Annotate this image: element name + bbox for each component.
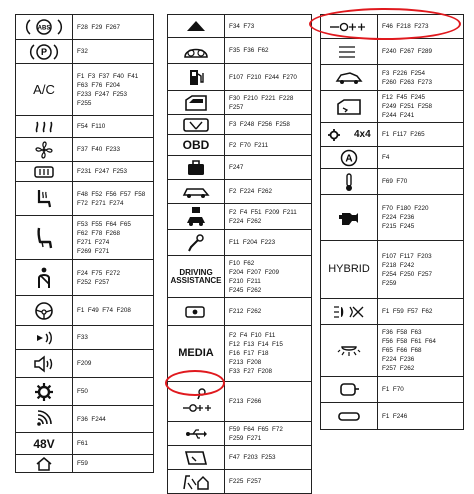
luggage-icon [168,156,225,179]
fuse-codes: F50 [77,388,88,395]
fuse-row [16,116,153,138]
media-text-icon [168,326,225,381]
fuse-row [168,64,311,91]
fuse-row [168,230,311,256]
fuse-row [16,182,153,216]
fuse-codes: F54 F110 [77,123,106,130]
fuse-row [168,156,311,180]
fuse-codes: F48 F52 F56 F57 F58 F72 F271 F274 [77,190,146,207]
svg-text:P: P [40,46,48,57]
icon-label: A/C [33,82,55,97]
fuse-row [16,138,153,162]
speaker-icon [16,350,73,377]
fuse-row [16,455,153,472]
fuse-row [168,298,311,326]
charging-cable-icon [168,382,225,421]
fuse-codes: F1 F246 [382,412,408,420]
trailer-hitch-icon [168,230,225,255]
hybrid-text-icon [321,241,378,298]
icon-label: OBD [182,138,210,152]
parking-brake-icon [16,40,73,63]
fuse-codes: F231 F247 F253 [77,168,128,175]
fuse-codes: F3 F226 F254 F260 F263 F273 [382,69,433,86]
fuse-row [168,38,311,64]
auto-hold-icon [321,147,378,168]
fuse-row [168,91,311,115]
fuse-codes: F240 F267 F289 [382,48,433,55]
fuse-row [16,64,153,116]
steering-column-icon [168,15,225,37]
power-window-icon [168,91,225,114]
fuse-codes: F53 F55 F64 F65 F62 F78 F268 F271 F274 F269 F271 [77,220,131,255]
fuse-row [321,39,463,65]
charging-port-icon [168,298,225,325]
fuse-row [168,470,311,493]
fuse-row [16,260,153,296]
fuse-row [168,180,311,204]
fuse-row [16,40,153,64]
usb-icon [168,422,225,445]
fuse-column-3 [320,14,464,430]
rear-window-heater-icon [16,162,73,181]
fuse-row [321,91,463,123]
sunroof-icon [321,403,378,429]
fuse-codes: F2 F4 F51 F209 F211 F224 F262 [229,208,297,225]
icon-label: DRIVING ASSISTANCE [170,267,222,285]
48v-text-icon [16,433,73,454]
fuse-codes: F33 [77,334,88,341]
icon-label: MEDIA [178,347,214,359]
camera-car-icon [168,204,225,229]
fuse-codes: F59 [77,460,88,467]
fuse-row [321,299,463,325]
fuse-row [16,433,153,455]
fuse-row [16,350,153,378]
fuse-row [16,216,153,260]
fuse-row [321,325,463,377]
fuse-row [321,403,463,429]
fuse-row [321,377,463,403]
instrument-cluster-icon [168,38,225,63]
fuse-codes: F46 F218 F273 [382,23,429,30]
side-mirror-icon [321,377,378,402]
car-sensor-icon [168,180,225,203]
fuse-row [16,326,153,350]
fuse-codes: F213 F266 [229,398,262,405]
seatbelt-icon [16,260,73,295]
fuse-codes: F1 F117 F265 [382,131,425,138]
fuse-row [321,65,463,91]
fuse-row [321,195,463,241]
fuse-codes: F4 [382,154,390,161]
fuse-row [168,382,311,422]
abs-warning-icon [16,15,73,39]
svg-text:A: A [345,153,353,164]
fuse-codes: F61 [77,440,88,447]
fuse-codes: F36 F244 [77,415,106,423]
fuse-codes: F1 F59 F57 F62 [382,308,433,315]
fuse-codes: F1 F49 F74 F208 [77,307,131,314]
fuse-column-2 [167,14,312,494]
fuse-row [168,422,311,446]
icon-label: 48V [33,436,55,451]
gear-settings-icon [16,378,73,405]
fuse-codes: F35 F36 F62 [229,47,269,54]
fuse-codes: F28 F29 F267 [77,23,121,31]
icon-label: HYBRID [328,263,370,275]
fuse-row [168,115,311,135]
icon-label: 4x4 [353,128,371,140]
fog-light-icon [321,299,378,324]
fuse-row [321,147,463,169]
headlight-icon [321,39,378,64]
fuse-row [321,241,463,299]
fuse-codes: F247 [229,164,244,171]
fuse-codes: F107 F210 F244 F270 [229,73,297,81]
fuse-codes: F30 F210 F221 F228 F257 [229,94,294,111]
fuse-codes: F225 F257 [229,478,262,485]
fuse-codes: F2 F4 F10 F11 F12 F13 F14 F15 F16 F17 F18 F213 F208 F33 F27 F208 [229,332,283,375]
convertible-car-icon [321,65,378,90]
fuse-codes: F70 F180 F220 F224 F236 F215 F245 [382,205,429,230]
fuse-row [321,123,463,147]
fuse-row [168,256,311,298]
fuse-codes: F2 F224 F262 [229,188,273,195]
rear-defrost-icon [16,116,73,137]
fuse-row [168,326,311,382]
fuse-row [16,406,153,433]
fuse-codes: F107 F117 F203 F218 F242 F254 F250 F257 F259 [382,252,433,287]
fuse-row [16,15,153,40]
fuse-codes: F34 F73 [229,22,255,30]
fuse-row [321,15,463,39]
fuse-column-1 [15,14,154,473]
electric-plug-icon [321,15,378,38]
fuse-codes: F1 F70 [382,386,404,393]
4x4-text-icon [321,123,378,146]
fuse-row [168,135,311,156]
fuse-codes: F24 F75 F272 F252 F257 [77,269,121,286]
fuse-codes: F1 F3 F37 F40 F41 F63 F76 F204 F233 F247 F253 F255 [77,72,139,107]
interior-light-icon [321,325,378,376]
engine-warning-icon [321,195,378,240]
fuse-row [16,162,153,182]
mirror-fold-icon [168,470,225,493]
seat-icon [16,216,73,259]
fuse-codes: F69 F70 [382,178,408,185]
fuse-row [321,169,463,195]
fuse-row [168,15,311,38]
fuse-codes: F212 F262 [229,308,262,315]
fuse-codes: F209 [77,360,92,367]
fuse-row [168,204,311,230]
fuse-codes: F32 [77,48,88,55]
fuel-pump-icon [168,64,225,90]
fuse-codes: F10 F62 F204 F207 F209 F210 F211 F245 F262 [229,259,280,294]
heated-seat-icon [16,182,73,215]
phone-signal-icon [16,326,73,349]
fuse-codes: F3 F248 F256 F258 [229,121,290,128]
rear-view-camera-icon [168,446,225,469]
temperature-icon [321,169,378,194]
svg-text:ABS: ABS [37,25,51,32]
fuse-codes: F12 F45 F245 F249 F251 F258 F244 F241 [382,94,433,119]
fuse-codes: F11 F204 F223 [229,239,276,246]
obd-text-icon [168,135,225,155]
fuse-codes: F59 F64 F65 F72 F259 F271 [229,425,283,442]
fuse-codes: F2 F70 F211 [229,141,269,149]
fan-icon [16,138,73,161]
steering-wheel-icon [16,296,73,325]
home-icon [16,455,73,472]
wiper-icon [168,115,225,134]
fuse-codes: F37 F40 F233 [77,146,121,153]
wireless-signal-icon [16,406,73,432]
fuse-codes: F47 F203 F253 [229,454,276,461]
fuse-row [16,378,153,406]
car-door-icon [321,91,378,122]
fuse-row [16,296,153,326]
fuse-row [168,446,311,470]
ac-text-icon [16,64,73,115]
fuse-codes: F36 F58 F63 F56 F58 F61 F64 F65 F66 F68 F224 F236 F257 F262 [382,329,436,372]
driving-assistance-text-icon [168,256,225,297]
